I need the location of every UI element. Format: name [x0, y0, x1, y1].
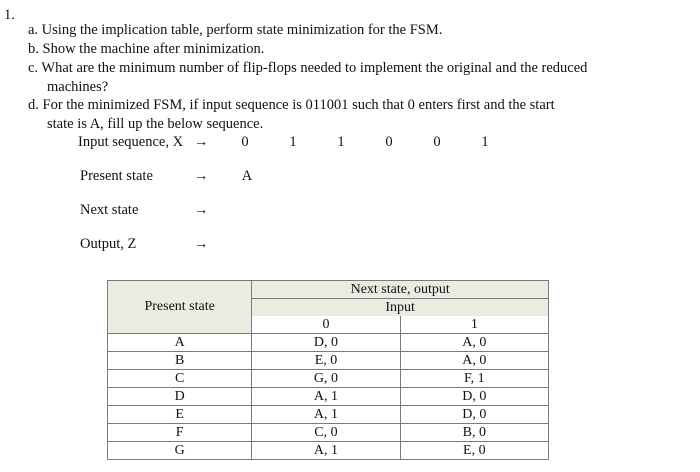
input-0-header: 0: [252, 316, 400, 334]
input-value: 0: [433, 134, 441, 150]
part-c-text-line2: machines?: [47, 79, 109, 95]
state-cell: F: [108, 424, 252, 442]
table-row: [108, 442, 549, 460]
state-cell: G: [108, 442, 252, 460]
next-state-input0-cell: A, 1: [252, 388, 400, 406]
next-state-input1-cell: B, 0: [400, 424, 548, 442]
input-arrow-icon: →: [194, 134, 209, 150]
part-c-text-line1: c. What are the minimum number of flip-flops needed to implement the original and the reduced: [28, 60, 588, 76]
input-value: 1: [337, 134, 345, 150]
table-row: [108, 352, 549, 370]
next-state-input0-cell: C, 0: [252, 424, 400, 442]
part-d-text-line1: d. For the minimized FSM, if input sequence is 011001 such that 0 enters first and the start: [28, 97, 555, 113]
input-header: Input: [252, 299, 549, 317]
next-arrow-icon: →: [194, 202, 209, 218]
next-state-output-header: Next state, output: [252, 281, 549, 299]
next-state-label: Next state: [80, 202, 139, 218]
output-label: Output, Z: [80, 236, 137, 252]
state-cell: E: [108, 406, 252, 424]
table-row: [108, 370, 549, 388]
input-1-header: 1: [400, 316, 548, 334]
next-state-input1-cell: A, 0: [400, 334, 548, 352]
input-value: 0: [241, 134, 249, 150]
next-state-input1-cell: A, 0: [400, 352, 548, 370]
next-state-input0-cell: E, 0: [252, 352, 400, 370]
input-value: 0: [385, 134, 393, 150]
next-state-input0-cell: D, 0: [252, 334, 400, 352]
table-row: [108, 406, 549, 424]
next-state-input1-cell: D, 0: [400, 406, 548, 424]
question-number: 1.: [4, 7, 15, 23]
input-value: 1: [289, 134, 297, 150]
state-cell: C: [108, 370, 252, 388]
next-state-input1-cell: D, 0: [400, 388, 548, 406]
state-cell: B: [108, 352, 252, 370]
table-row: [108, 334, 549, 352]
input-value: 1: [481, 134, 489, 150]
next-state-input1-cell: F, 1: [400, 370, 548, 388]
part-a-text: a. Using the implication table, perform state minimization for the FSM.: [28, 22, 443, 38]
part-b-text: b. Show the machine after minimization.: [28, 41, 265, 57]
output-arrow-icon: →: [194, 236, 209, 252]
input-sequence-label: Input sequence, X: [78, 134, 184, 150]
state-cell: D: [108, 388, 252, 406]
fsm-state-table: [107, 280, 549, 460]
present-state-value: A: [241, 168, 253, 184]
next-state-input1-cell: E, 0: [400, 442, 548, 460]
table-row: [108, 424, 549, 442]
present-state-header: Present state: [108, 281, 252, 334]
state-cell: A: [108, 334, 252, 352]
next-state-input0-cell: G, 0: [252, 370, 400, 388]
table-row: [108, 388, 549, 406]
next-state-input0-cell: A, 1: [252, 406, 400, 424]
part-d-text-line2: state is A, fill up the below sequence.: [47, 116, 264, 132]
next-state-input0-cell: A, 1: [252, 442, 400, 460]
present-state-label: Present state: [80, 168, 153, 184]
present-arrow-icon: →: [194, 168, 209, 184]
